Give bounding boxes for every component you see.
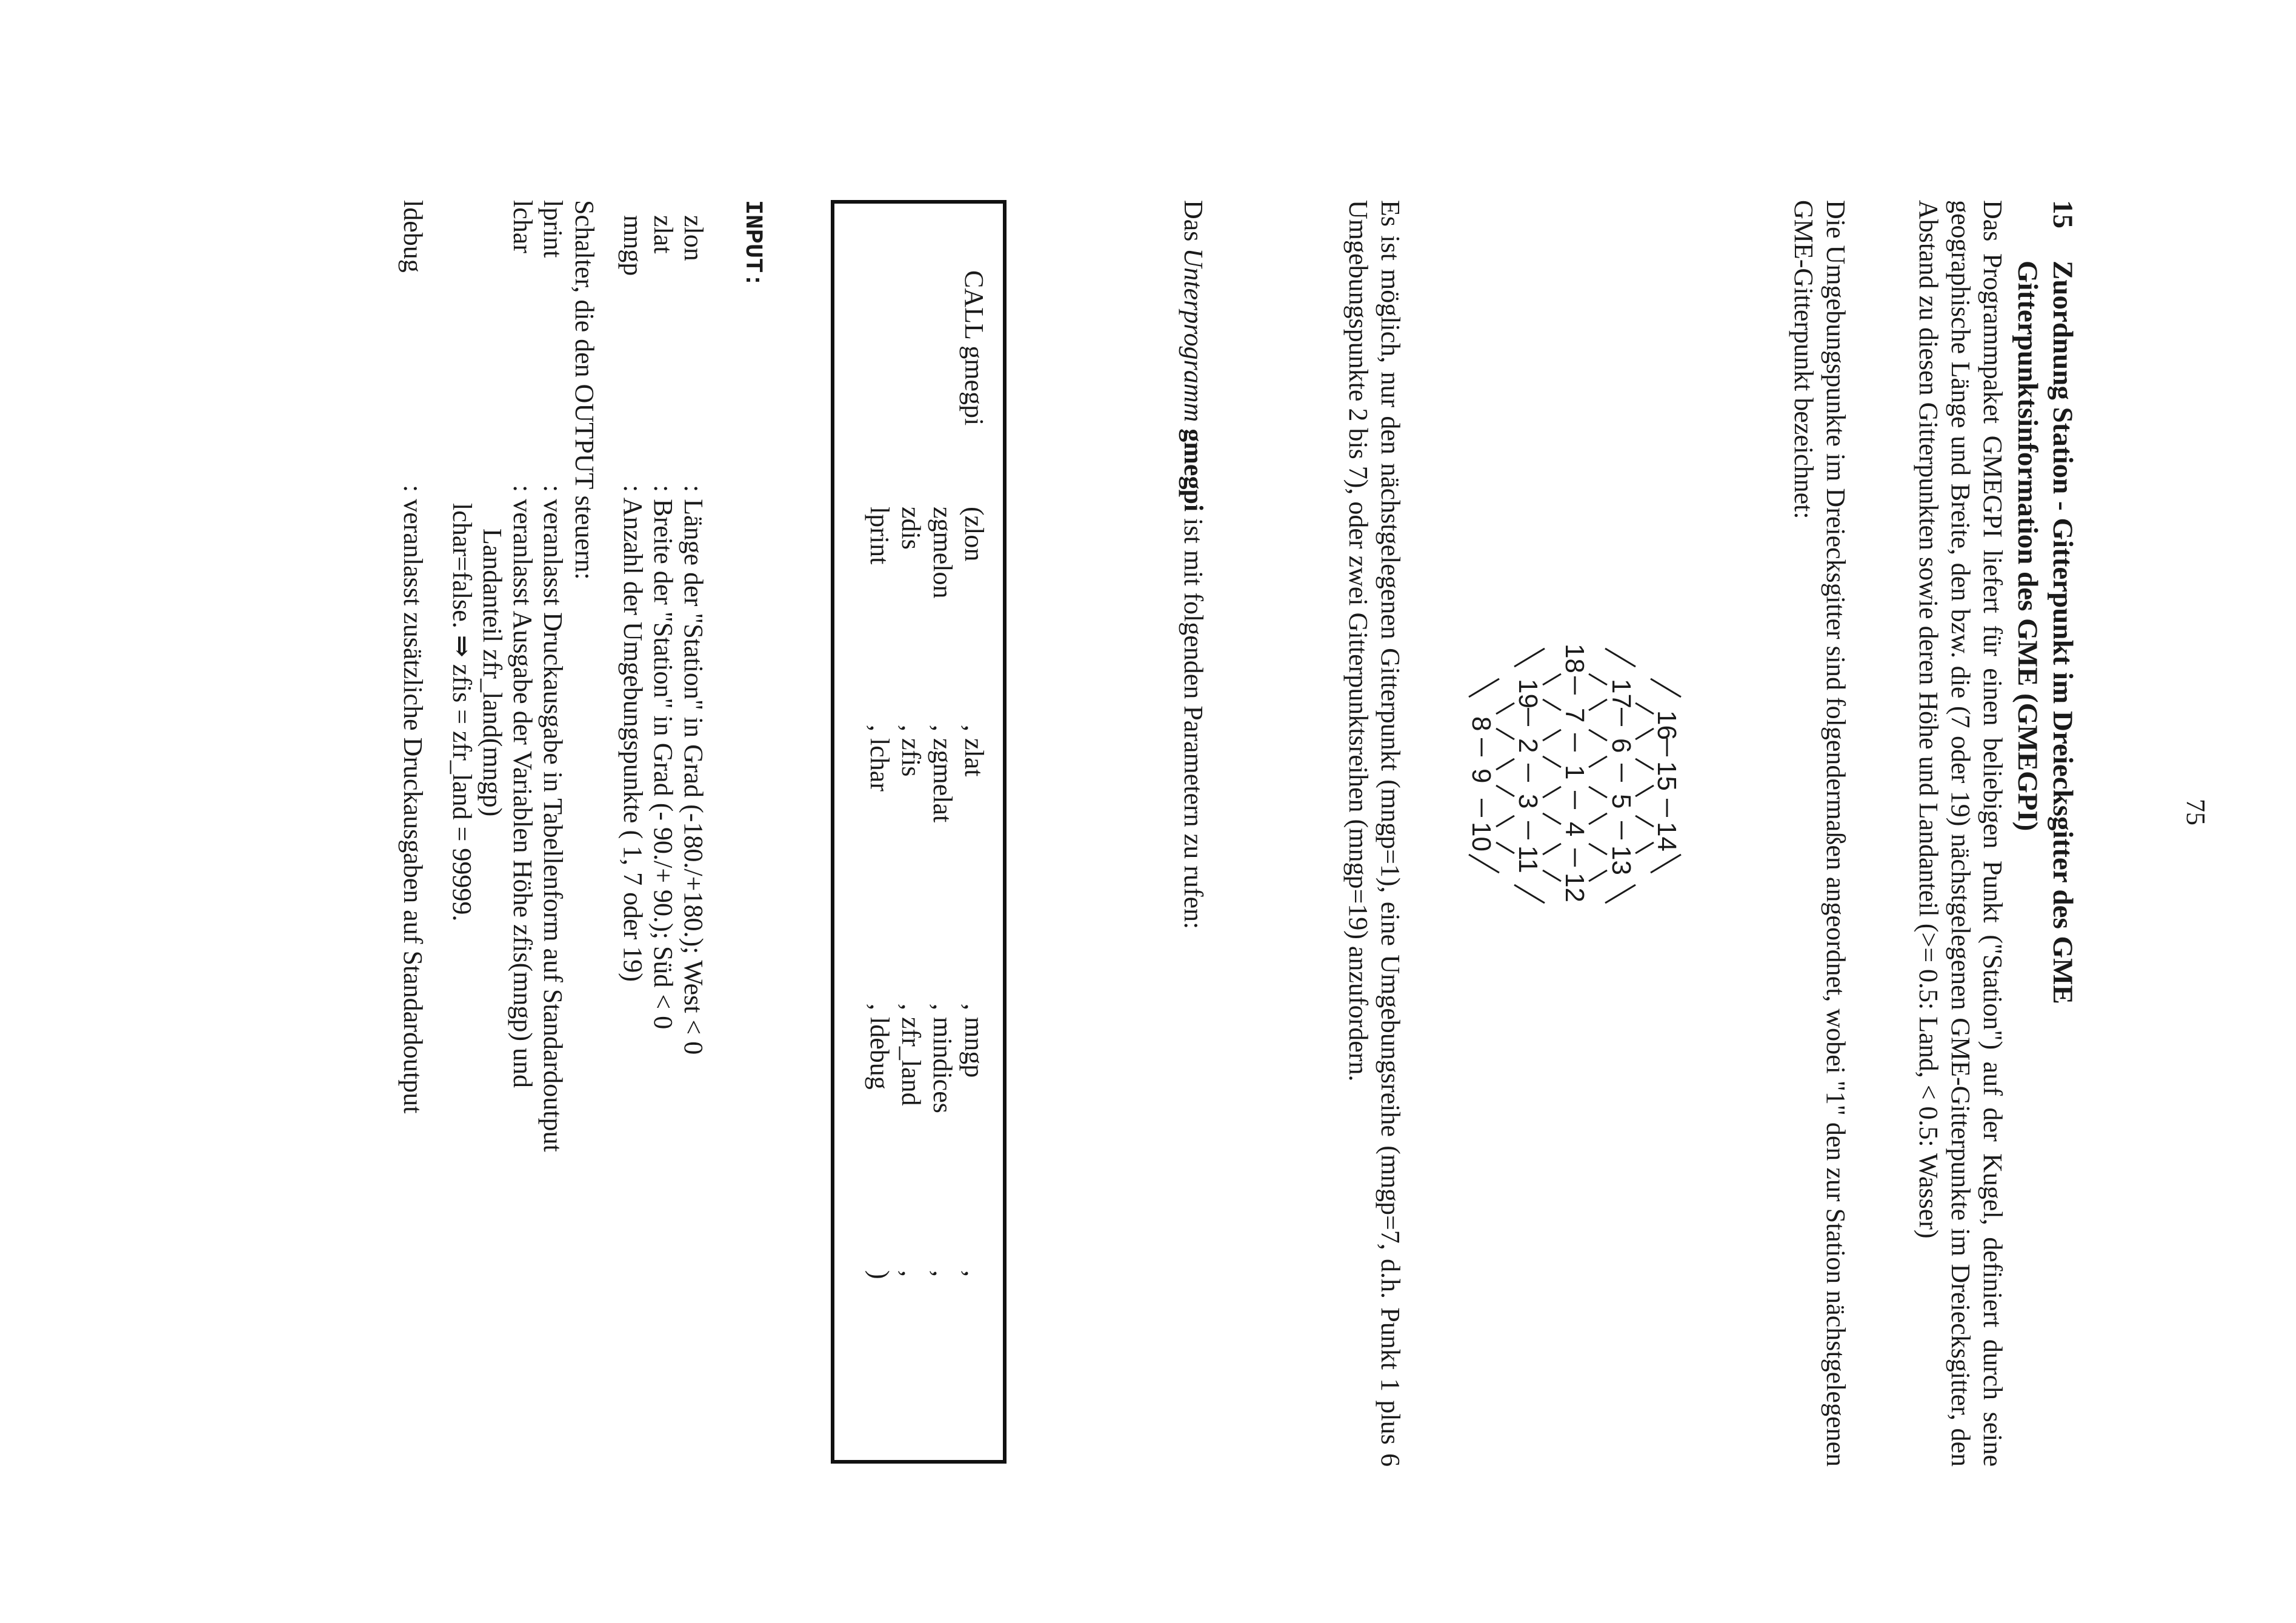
- grid-point-label: 17: [1606, 679, 1636, 708]
- switch-intro: Schalter, die den OUTPUT steuern:: [570, 200, 599, 580]
- grid-point-label: 16: [1652, 710, 1682, 740]
- grid-point-label: 7: [1560, 708, 1589, 723]
- input-var-name: zlat: [648, 215, 678, 254]
- grid-point-label: 18: [1560, 644, 1589, 673]
- call-intro-prefix: Das: [1179, 200, 1208, 248]
- section-title-line2: Gitterpunktsinformation des GME (GMEGPI): [2012, 261, 2043, 831]
- input-heading: INPUT:: [739, 200, 766, 288]
- paragraph-intro: Das Programmpaket GMEGPI liefert für einen beliebigen Punkt ("Station") auf der Kugel, definiert durch seine geographische Länge und Breite, den bzw. die (7 oder 19) nächstgelegenen GME-Gitterpunkte im Dreiecksgitter, den Abstand zu diesen Gitterpunkten sowie deren Höhe und Landanteil (>= 0.5: Land, < 0.5: Wasser): [1914, 200, 2008, 1467]
- grid-point-label: 10: [1466, 822, 1496, 851]
- triangular-grid-diagram: [1454, 576, 1684, 970]
- switch-desc: : veranlasst Ausgabe der Variablen Höhe zfis(mngp) und: [508, 485, 537, 1088]
- grid-point-label: 1: [1560, 765, 1589, 780]
- grid-point-label: 8: [1466, 716, 1496, 732]
- grid-point-label: 12: [1560, 873, 1589, 902]
- grid-point-label: 4: [1560, 822, 1589, 837]
- paragraph-mngp-options: Es ist möglich, nur den nächstgelegenen Gitterpunkt (mngp=1), eine Umgebungsreihe (mngp=7, d.h. Punkt 1 plus 6 Umgebungspunkte 2 bis 7), oder zwei Gitterpunktsreihen (mngp=19) anzufordern.: [1343, 200, 1405, 1467]
- call-arg: , mindices: [928, 1004, 957, 1113]
- call-arg: , zgmelat: [928, 725, 957, 823]
- call-arg: , lchar: [865, 725, 894, 792]
- call-punct: ,: [896, 1270, 926, 1277]
- call-arg: zdis: [896, 507, 926, 550]
- input-var-name: mngp: [618, 215, 648, 276]
- call-arg: , zlat: [959, 725, 989, 777]
- page-number: 75: [2181, 799, 2211, 825]
- lchar-false-text: lchar=false.: [447, 503, 477, 635]
- call-signature-box: [831, 200, 1007, 1464]
- switch-name: lchar: [508, 200, 537, 253]
- input-var-desc: : Länge der "Station" in Grad (-180./+180.); West < 0: [679, 485, 708, 1055]
- grid-point-label: 5: [1606, 794, 1636, 809]
- call-arg: zgmelon: [928, 507, 957, 599]
- grid-point-label: 11: [1513, 845, 1543, 873]
- input-var-desc: : Anzahl der Umgebungspunkte ( 1, 7 oder 19): [618, 485, 648, 982]
- grid-point-label: 19: [1513, 679, 1543, 708]
- grid-point-label: 2: [1513, 738, 1543, 753]
- input-var-name: zlon: [679, 215, 708, 261]
- call-intro-italic: Unterprogramm: [1179, 248, 1208, 422]
- call-intro-suffix: ist mit folgenden Parametern zu rufen:: [1179, 512, 1208, 930]
- grid-point-label: 15: [1652, 761, 1682, 791]
- implies-arrow-icon: ⇒: [447, 635, 477, 658]
- grid-point-label: 13: [1606, 845, 1636, 875]
- lchar-false-result: zfis = zfr_land = 99999.: [447, 657, 477, 922]
- call-arg: , ldebug: [865, 1004, 894, 1090]
- switch-desc-continued: Landanteil zfr_land(mngp): [478, 528, 507, 817]
- call-punct: ,: [959, 1270, 989, 1277]
- call-intro-routine: gmegpi: [1179, 428, 1208, 512]
- grid-point-label: 9: [1466, 768, 1496, 784]
- call-arg: (zlon: [959, 507, 989, 562]
- switch-name: ldebug: [398, 200, 428, 273]
- grid-point-label: 14: [1652, 822, 1682, 851]
- section-number: 15: [2047, 200, 2078, 228]
- call-arg: , zfis: [896, 725, 926, 777]
- paragraph-grid-description: Die Umgebungspunkte im Dreiecksgitter sind folgendermaßen angeordnet, wobei "1" den zur Station nächstgelegenen GME-Gitterpunkt bezeichnet:: [1789, 200, 1851, 1467]
- input-var-desc: : Breite der "Station" in Grad (- 90./+ 90.); Süd < 0: [648, 485, 678, 1030]
- switch-desc: : veranlasst zusätzliche Druckausgaben auf Standardoutput: [398, 485, 428, 1114]
- switch-desc: : veranlasst Druckausgabe in Tabellenform auf Standardoutput: [538, 485, 568, 1152]
- grid-point-label: 3: [1513, 794, 1543, 809]
- call-punct: ,: [928, 1270, 957, 1277]
- call-arg: lprint: [865, 507, 894, 565]
- grid-point-label: 6: [1606, 738, 1636, 753]
- switch-desc-continued: [447, 503, 477, 921]
- section-title-line1: Zuordnung Station - Gitterpunkt im Dreiecksgitter des GME: [2047, 261, 2078, 1004]
- switch-name: lprint: [538, 200, 568, 258]
- call-arg: , mngp: [959, 1004, 989, 1078]
- call-arg: , zfr_land: [896, 1004, 926, 1106]
- call-punct: ): [865, 1270, 894, 1279]
- paragraph-call-intro: [1177, 200, 1210, 1467]
- call-keyword: CALL gmegpi: [959, 270, 989, 426]
